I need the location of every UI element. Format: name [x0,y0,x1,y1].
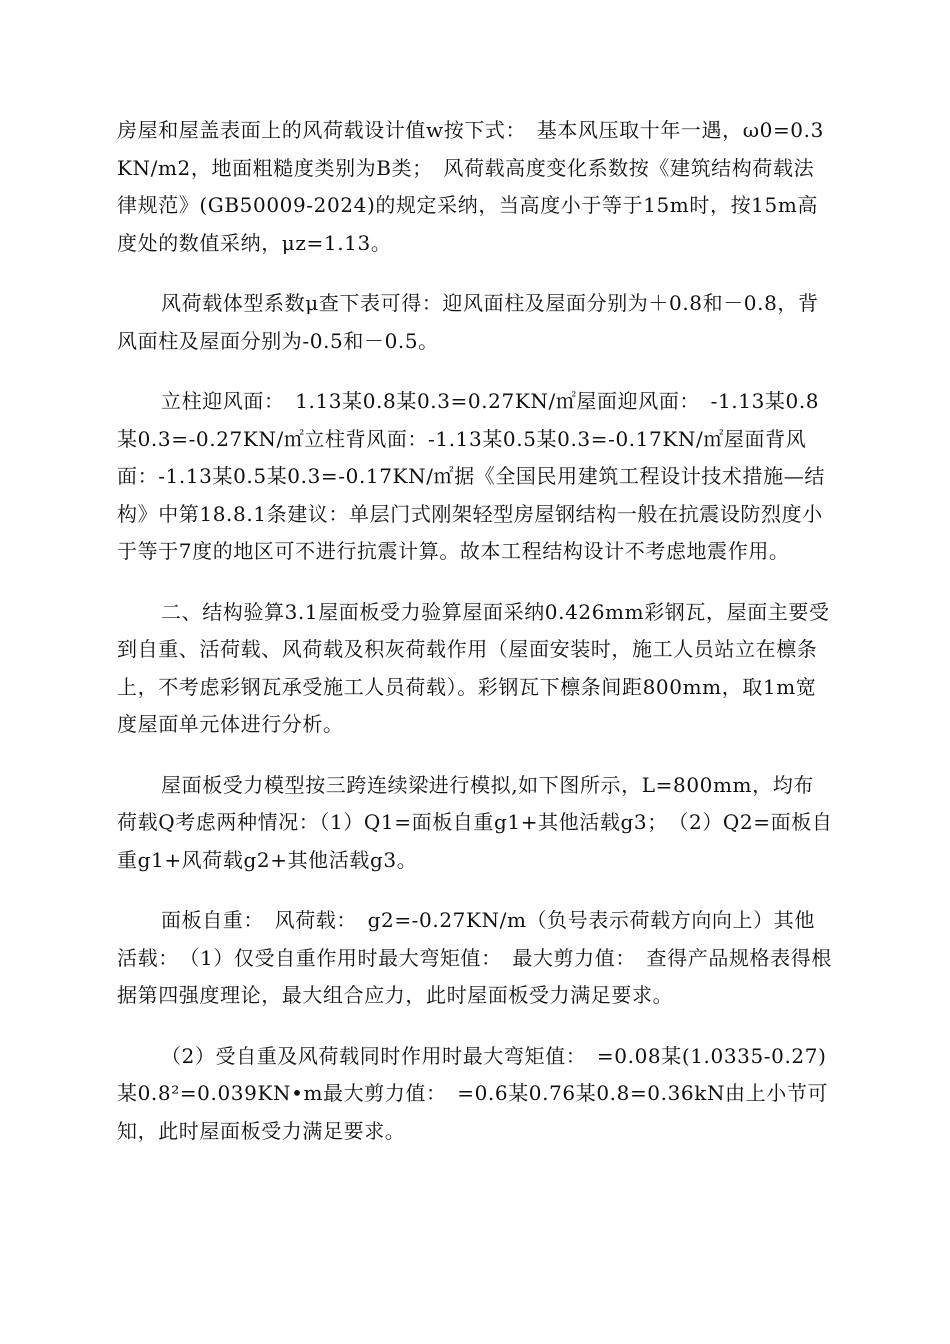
paragraph-wind-load-design: 房屋和屋盖表面上的风荷载设计值w按下式： 基本风压取十年一遇，ω0=0.3KN/m2，地面粗糙度类别为B类； 风荷载高度变化系数按《建筑结构荷载法律规范》(GB50009-2024)的规定采纳，当高度小于等于15m时，按15m高度处的数值采纳，μz=1.13。 [117,118,824,255]
paragraph-structural-check: 二、结构验算3.1屋面板受力验算屋面采纳0.426mm彩钢瓦，屋面主要受到自重、活荷载、风荷载及积灰荷载作用（屋面安装时，施工人员站立在檩条上，不考虑彩钢瓦承受施工人员荷载）。彩钢瓦下檩条间距800mm，取1m宽度屋面单元体进行分析。 [117,599,830,736]
paragraph-panel-load-case-1: 面板自重： 风荷载： g2=-0.27KN/m（负号表示荷载方向向上）其他活载： （1）仅受自重作用时最大弯矩值： 最大剪力值： 查得产品规格表得根据第四强度理论，最大组合应力，此时屋面板受力满足要求。 [117,908,832,1007]
paragraph-beam-model: 屋面板受力模型按三跨连续梁进行模拟,如下图所示，L=800mm，均布荷载Q考虑两种情况：（1）Q1=面板自重g1+其他活载g3； （2）Q2=面板自重g1+风荷载g2+其他活载g3。 [117,772,833,872]
paragraph-panel-load-case-2: （2）受自重及风荷载同时作用时最大弯矩值： =0.08某(1.0335-0.27)某0.8²=0.039KN•m最大剪力值： =0.6某0.76某0.8=0.36kN由上小节可知，此时屋面板受力满足要求。 [117,1043,829,1143]
document-body [117,112,833,1150]
paragraph-wind-pressure-calculation: 立柱迎风面： 1.13某0.8某0.3=0.27KN/㎡屋面迎风面： -1.13某0.8某0.3=-0.27KN/㎡立柱背风面：-1.13某0.5某0.3=-0.17KN/㎡屋面背风面：-1.13某0.5某0.3=-0.17KN/㎡据《全国民用建筑工程设计技术措施—结构》中第18.8.1条建议：单层门式刚架轻型房屋钢结构一般在抗震设防烈度小于等于7度的地区可不进行抗震计算。故本工程结构设计不考虑地震作用。 [117,389,825,563]
paragraph-shape-coefficient: 风荷载体型系数μ查下表可得：迎风面柱及屋面分别为＋0.8和－0.8，背风面柱及屋面分别为-0.5和－0.5。 [117,291,819,353]
